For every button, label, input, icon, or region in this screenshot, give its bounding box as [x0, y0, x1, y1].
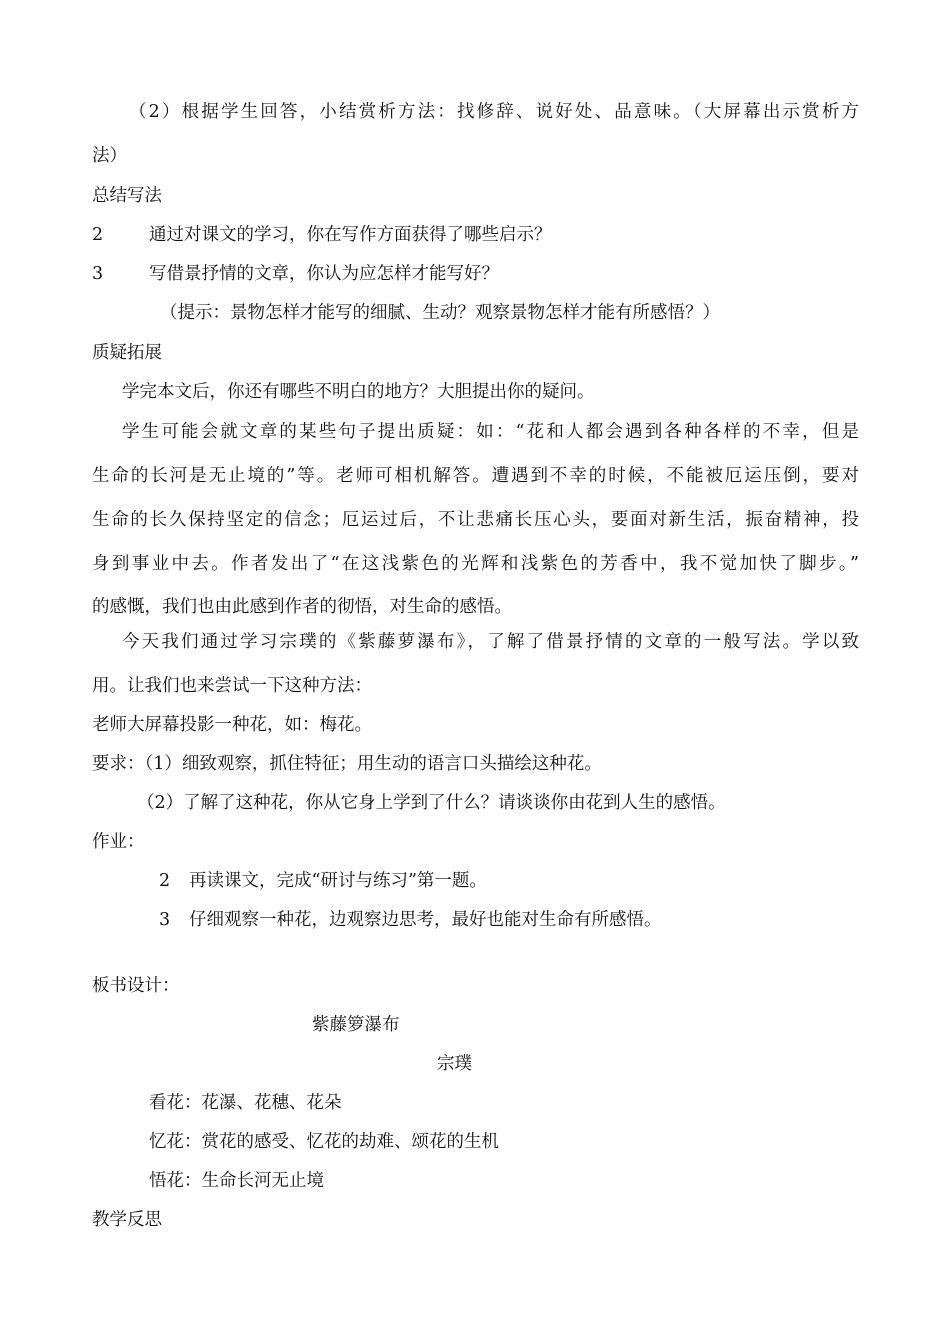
requirement-2: （2）了解了这种花，你从它身上学到了什么？请谈谈你由花到人生的感悟。 [137, 793, 726, 813]
list-number: 3 [159, 910, 171, 930]
list-number: 2 [92, 225, 104, 245]
board-title: 紫藤箩瀑布 [312, 1015, 400, 1035]
homework-item-2: 再读课文，完成“研讨与练习”第一题。 [189, 871, 487, 891]
board-author: 宗璞 [437, 1054, 472, 1074]
paragraph-today-summary: 今天我们通过学习宗璞的《紫藤萝瀑布》，了解了借景抒情的文章的一般写法。学以致 [122, 632, 859, 652]
hint-text: （提示：景物怎样才能写的细腻、生动？观察景物怎样才能有所感悟？） [160, 303, 720, 323]
paragraph-student-questions-4: 身到事业中去。作者发出了“在这浅紫色的光辉和浅紫色的芳香中，我不觉加快了脚步。” [92, 554, 859, 574]
paragraph-today-summary-2: 用。让我们也来尝试一下这种方法： [92, 676, 372, 696]
requirement-1: 要求：（1）细致观察，抓住特征；用生动的语言口头描绘这种花。 [92, 754, 602, 774]
paragraph-ask-questions: 学完本文后，你还有哪些不明白的地方？大胆提出你的疑问。 [122, 382, 595, 402]
board-item-realize: 悟花：生命长河无止境 [149, 1171, 324, 1191]
board-item-recall: 忆花：赏花的感受、忆花的劫难、颂花的生机 [149, 1132, 499, 1152]
paragraph-student-questions-2: 生命的长河是无止境的”等。老师可相机解答。遭遇到不幸的时候，不能被厄运压倒，要对 [92, 466, 859, 486]
heading-board-design: 板书设计： [92, 976, 180, 996]
homework-item-3: 仔细观察一种花，边观察边思考，最好也能对生命有所感悟。 [189, 910, 662, 930]
board-item-look: 看花：花瀑、花穗、花朵 [149, 1093, 342, 1113]
heading-homework: 作业： [92, 832, 145, 852]
list-item-question-2: 通过对课文的学习，你在写作方面获得了哪些启示？ [149, 225, 552, 245]
paragraph-method-summary-end: 法） [92, 146, 127, 166]
paragraph-student-questions: 学生可能会就文章的某些句子提出质疑：如：“花和人都会遇到各种各样的不幸，但是 [122, 422, 859, 442]
heading-teaching-reflection: 教学反思 [92, 1210, 162, 1230]
heading-question-extension: 质疑拓展 [92, 343, 162, 363]
paragraph-student-questions-5: 的感慨，我们也由此感到作者的彻悟，对生命的感悟。 [92, 597, 512, 617]
paragraph-method-summary: （2）根据学生回答，小结赏析方法：找修辞、说好处、品意味。（大屏幕出示赏析方 [129, 102, 859, 122]
heading-summary-writing: 总结写法 [92, 186, 162, 206]
list-number: 2 [159, 871, 171, 891]
paragraph-student-questions-3: 生命的长久保持坚定的信念；厄运过后，不让悲痛长压心头，要面对新生活，振奋精神，投 [92, 510, 859, 530]
paragraph-projection: 老师大屏幕投影一种花，如：梅花。 [92, 715, 372, 735]
list-item-question-3: 写借景抒情的文章，你认为应怎样才能写好？ [149, 264, 499, 284]
list-number: 3 [92, 264, 104, 284]
